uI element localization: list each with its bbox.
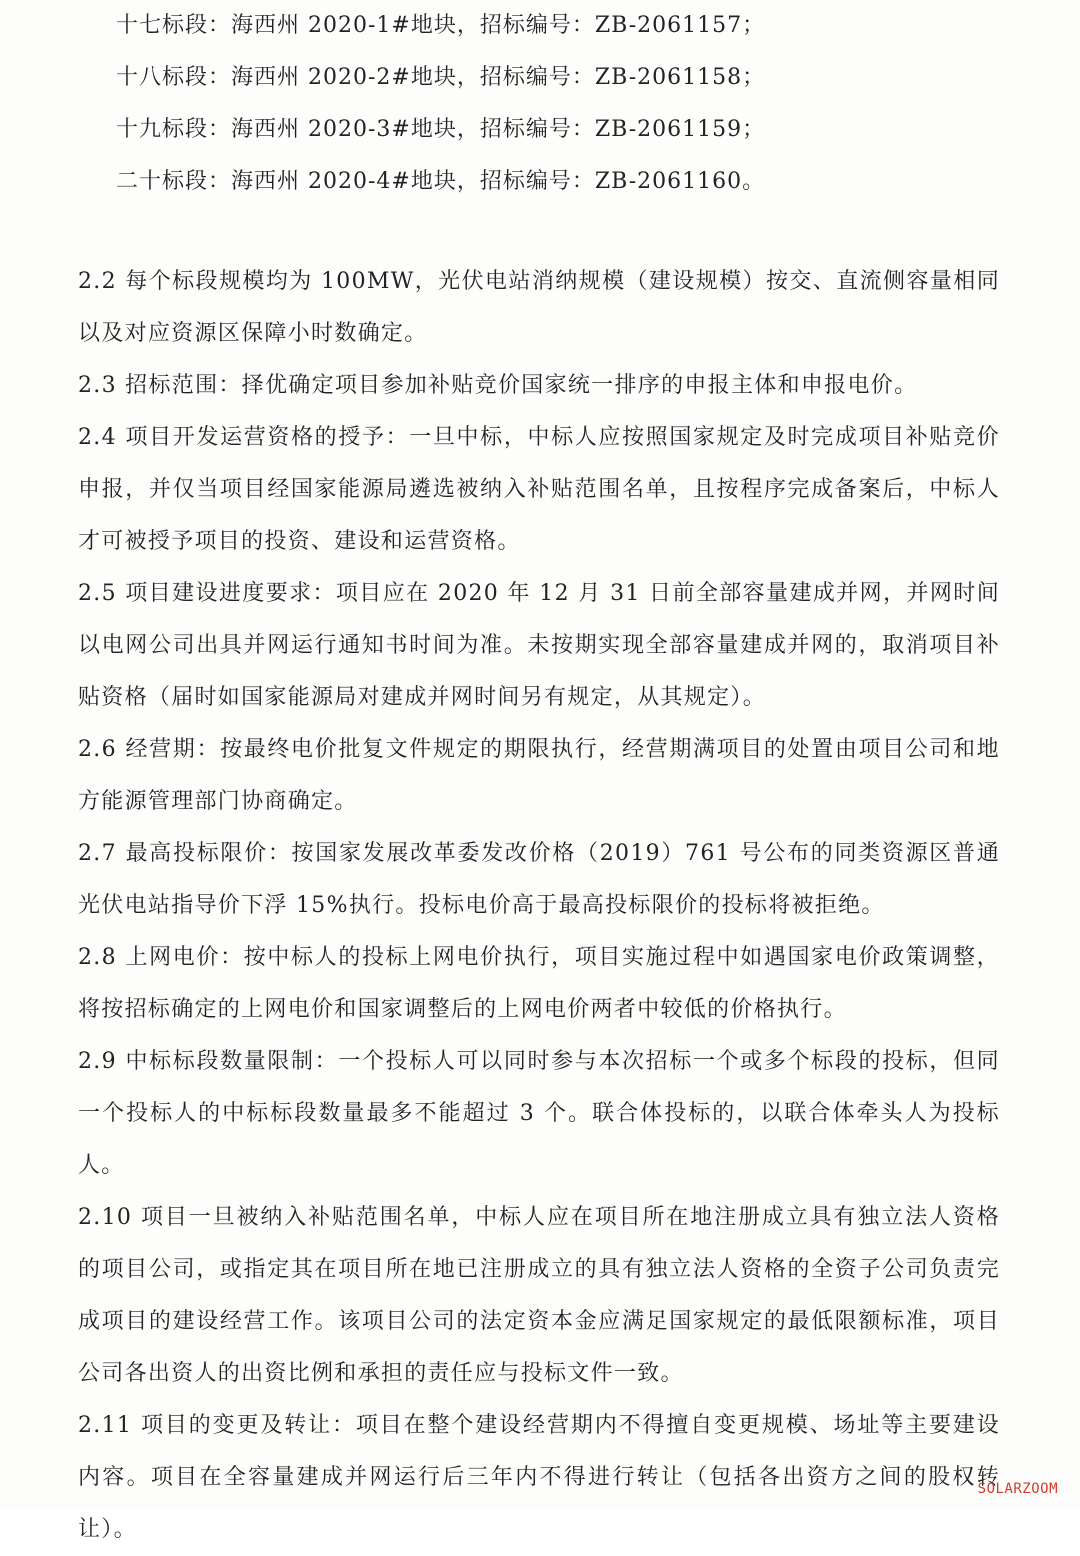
document-body	[78, 256, 1000, 1556]
section-list	[116, 0, 1016, 208]
section-item-20: 二十标段：海西州 2020-4#地块，招标编号：ZB-2061160。	[116, 169, 766, 194]
clause-2-5: 2.5 项目建设进度要求：项目应在 2020 年 12 月 31 日前全部容量建成并网，并网时间以电网公司出具并网运行通知书时间为准。未按期实现全部容量建成并网的，取消项目补贴资格（届时如国家能源局对建成并网时间另有规定，从其规定）。	[78, 581, 1000, 710]
clause-2-6: 2.6 经营期：按最终电价批复文件规定的期限执行，经营期满项目的处置由项目公司和地方能源管理部门协商确定。	[78, 737, 1000, 814]
section-item-19: 十九标段：海西州 2020-3#地块，招标编号：ZB-2061159；	[116, 117, 766, 142]
clause-2-2: 2.2 每个标段规模均为 100MW，光伏电站消纳规模（建设规模）按交、直流侧容量相同以及对应资源区保障小时数确定。	[78, 269, 1000, 346]
clause-2-9: 2.9 中标标段数量限制：一个投标人可以同时参与本次招标一个或多个标段的投标，但同一个投标人的中标标段数量最多不能超过 3 个。联合体投标的，以联合体牵头人为投标人。	[78, 1049, 1000, 1178]
clause-2-4: 2.4 项目开发运营资格的授予：一旦中标，中标人应按照国家规定及时完成项目补贴竞价申报，并仅当项目经国家能源局遴选被纳入补贴范围名单，且按程序完成备案后，中标人才可被授予项目的投资、建设和运营资格。	[78, 425, 1000, 554]
section-item-17: 十七标段：海西州 2020-1#地块，招标编号：ZB-2061157；	[116, 13, 766, 38]
clause-2-3: 2.3 招标范围：择优确定项目参加补贴竞价国家统一排序的申报主体和申报电价。	[78, 373, 918, 398]
section-item-18: 十八标段：海西州 2020-2#地块，招标编号：ZB-2061158；	[116, 65, 766, 90]
clause-2-10: 2.10 项目一旦被纳入补贴范围名单，中标人应在项目所在地注册成立具有独立法人资格的项目公司，或指定其在项目所在地已注册成立的具有独立法人资格的全资子公司负责完成项目的建设经营工作。该项目公司的法定资本金应满足国家规定的最低限额标准，项目公司各出资人的出资比例和承担的责任应与投标文件一致。	[78, 1205, 1000, 1386]
clause-2-8: 2.8 上网电价：按中标人的投标上网电价执行，项目实施过程中如遇国家电价政策调整，将按招标确定的上网电价和国家调整后的上网电价两者中较低的价格执行。	[78, 945, 1000, 1022]
clause-2-11: 2.11 项目的变更及转让：项目在整个建设经营期内不得擅自变更规模、场址等主要建设内容。项目在全容量建成并网运行后三年内不得进行转让（包括各出资方之间的股权转让）。	[78, 1413, 1000, 1542]
clause-2-7: 2.7 最高投标限价：按国家发展改革委发改价格（2019）761 号公布的同类资源区普通光伏电站指导价下浮 15%执行。投标电价高于最高投标限价的投标将被拒绝。	[78, 841, 1000, 918]
watermark-logo: SOLARZOOM	[977, 1481, 1058, 1497]
